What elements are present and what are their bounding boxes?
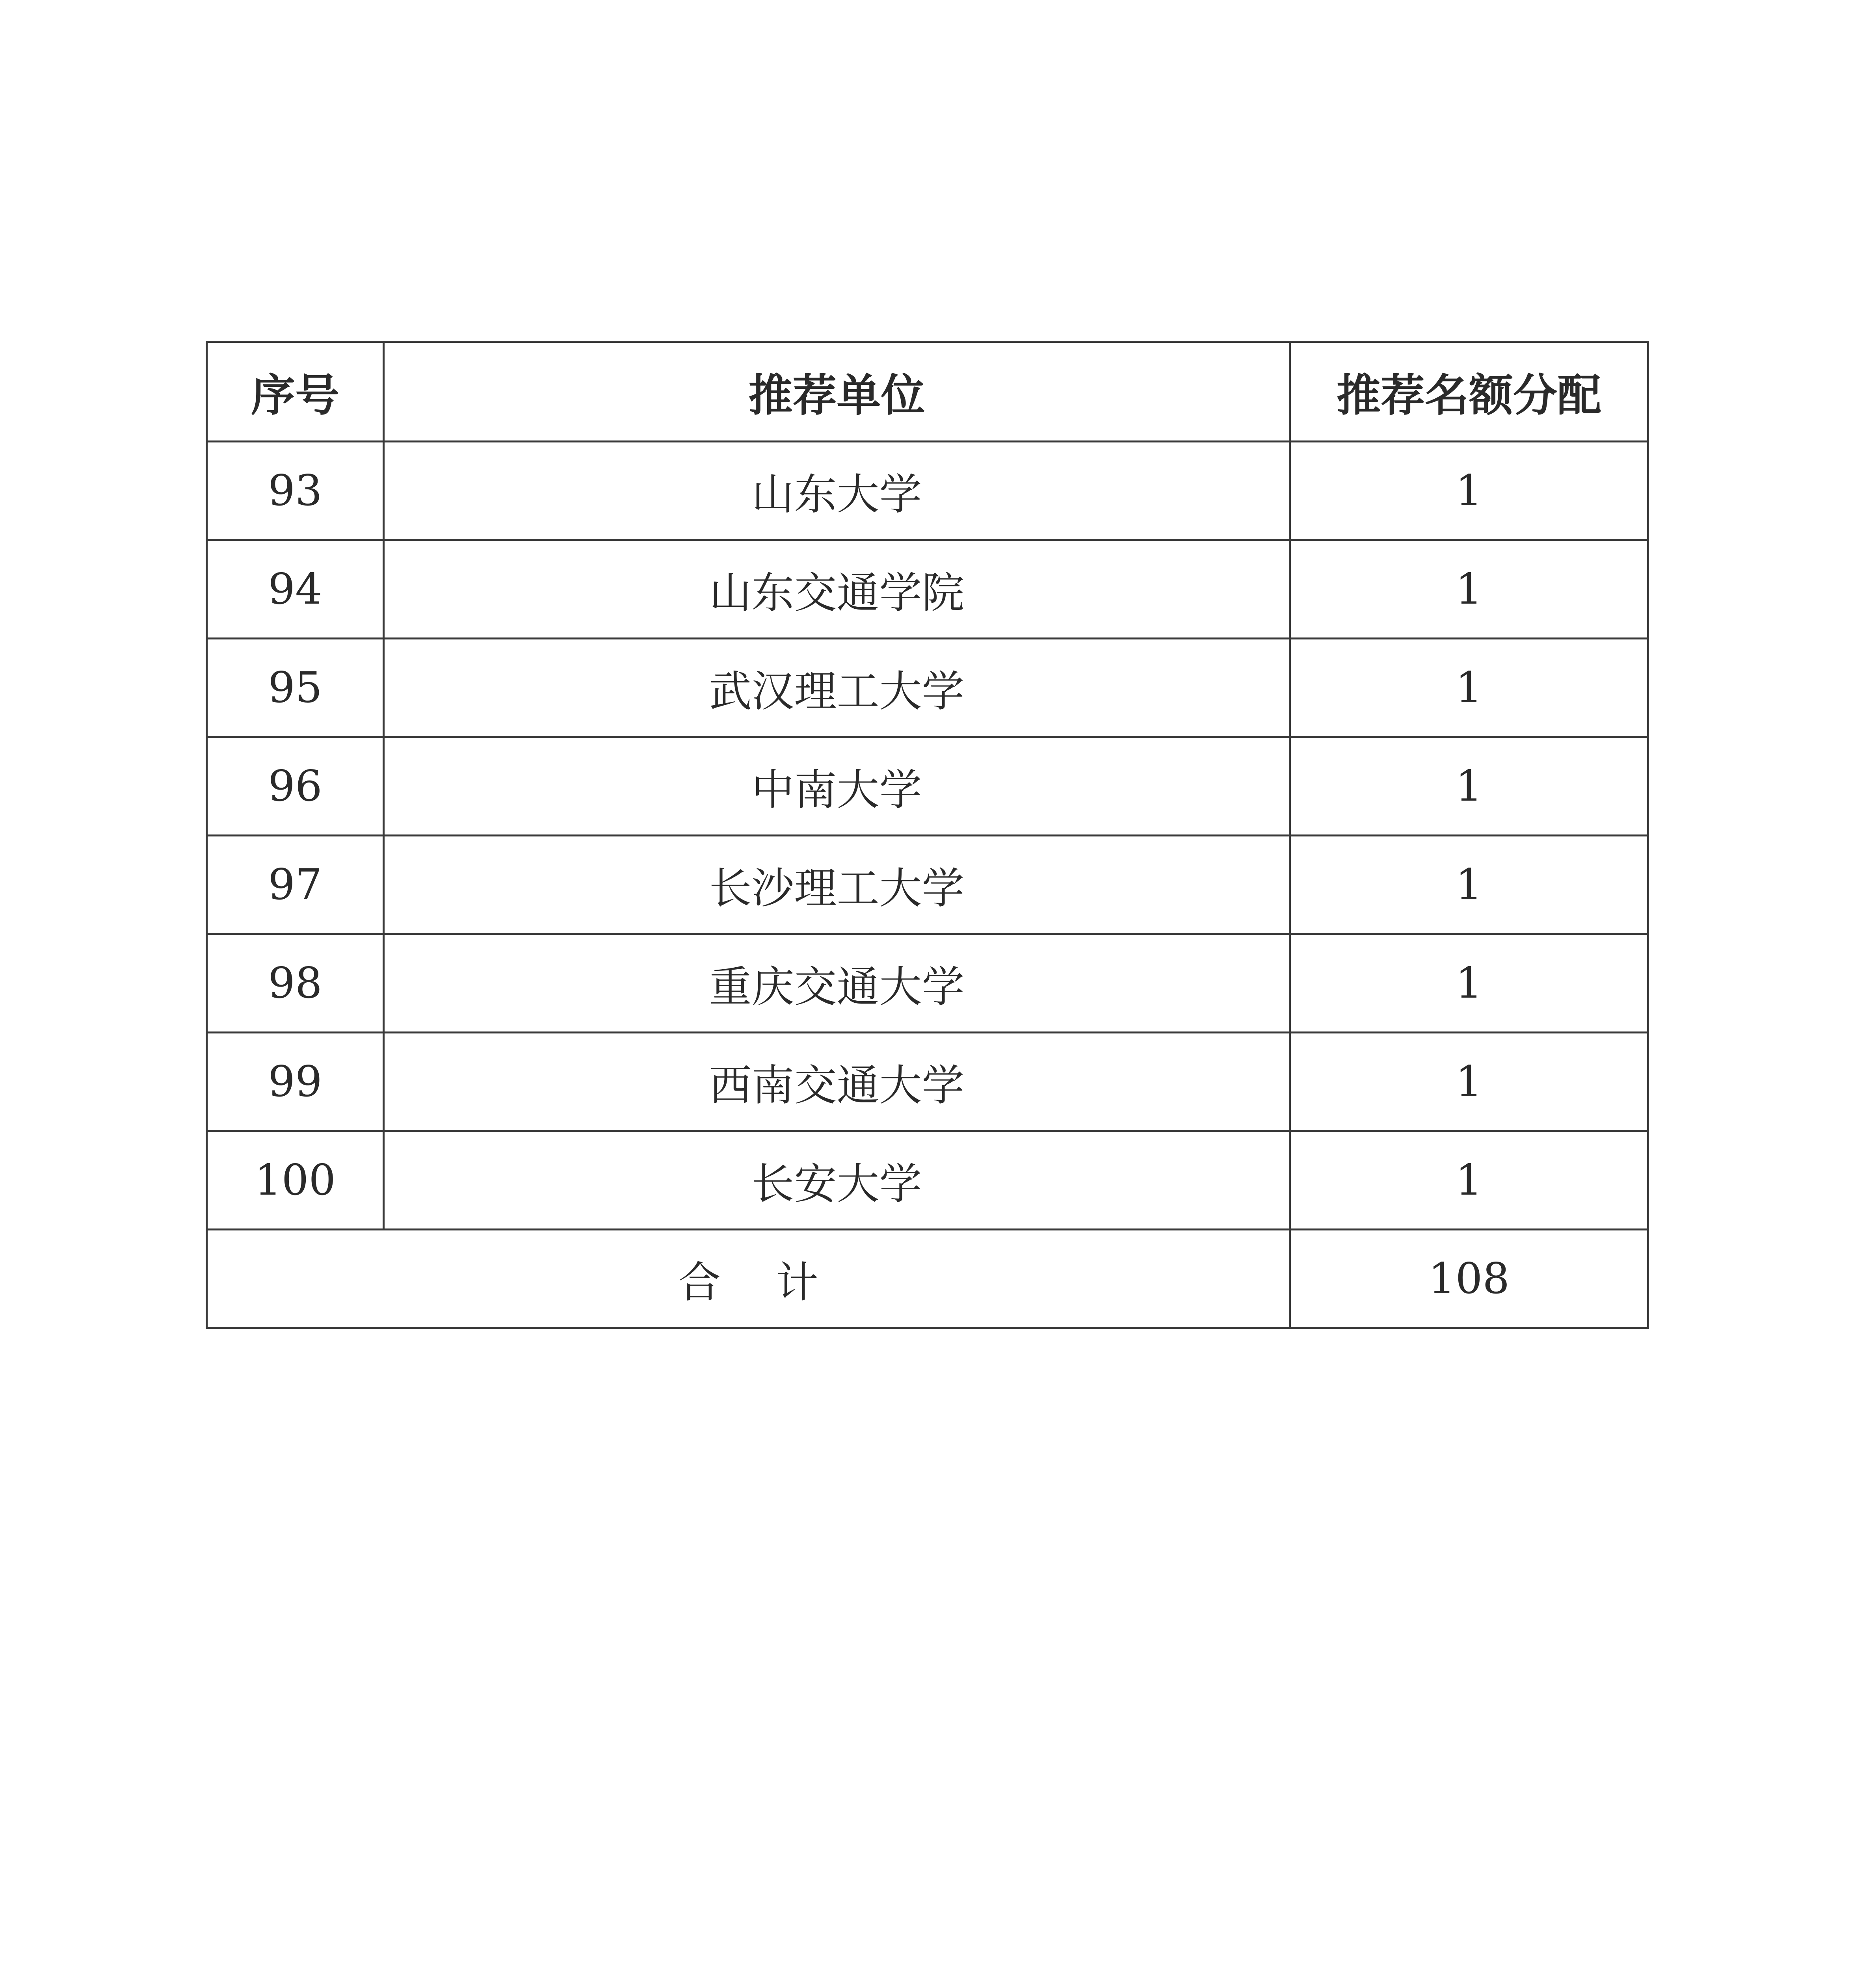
- quota-cell: 1: [1290, 1033, 1648, 1131]
- table-row: [207, 836, 1648, 934]
- seq-cell: 97: [207, 836, 384, 934]
- unit-cell: 武汉理工大学: [384, 639, 1290, 737]
- quota-cell: 1: [1290, 639, 1648, 737]
- table-header-row: [207, 342, 1648, 442]
- header-quota: 推荐名额分配: [1290, 342, 1648, 442]
- header-seq: 序号: [207, 342, 384, 442]
- unit-cell: 长安大学: [384, 1131, 1290, 1230]
- quota-cell: 1: [1290, 1131, 1648, 1230]
- seq-cell: 95: [207, 639, 384, 737]
- table-row: [207, 737, 1648, 836]
- seq-cell: 99: [207, 1033, 384, 1131]
- seq-cell: 96: [207, 737, 384, 836]
- unit-cell: 山东大学: [384, 442, 1290, 540]
- unit-cell: 长沙理工大学: [384, 836, 1290, 934]
- table-row: [207, 540, 1648, 639]
- quota-cell: 1: [1290, 934, 1648, 1033]
- unit-cell: 中南大学: [384, 737, 1290, 836]
- total-label: 合计: [207, 1230, 1290, 1328]
- quota-cell: 1: [1290, 836, 1648, 934]
- seq-cell: 93: [207, 442, 384, 540]
- quota-allocation-table: [206, 341, 1649, 1329]
- unit-cell: 山东交通学院: [384, 540, 1290, 639]
- header-unit: 推荐单位: [384, 342, 1290, 442]
- seq-cell: 98: [207, 934, 384, 1033]
- unit-cell: 重庆交通大学: [384, 934, 1290, 1033]
- seq-cell: 94: [207, 540, 384, 639]
- table-row: [207, 1033, 1648, 1131]
- unit-cell: 西南交通大学: [384, 1033, 1290, 1131]
- total-value: 108: [1290, 1230, 1648, 1328]
- table-row: [207, 934, 1648, 1033]
- quota-cell: 1: [1290, 442, 1648, 540]
- quota-cell: 1: [1290, 737, 1648, 836]
- table-row: [207, 639, 1648, 737]
- table-row: [207, 442, 1648, 540]
- total-row: [207, 1230, 1648, 1328]
- seq-cell: 100: [207, 1131, 384, 1230]
- table-row: [207, 1131, 1648, 1230]
- quota-cell: 1: [1290, 540, 1648, 639]
